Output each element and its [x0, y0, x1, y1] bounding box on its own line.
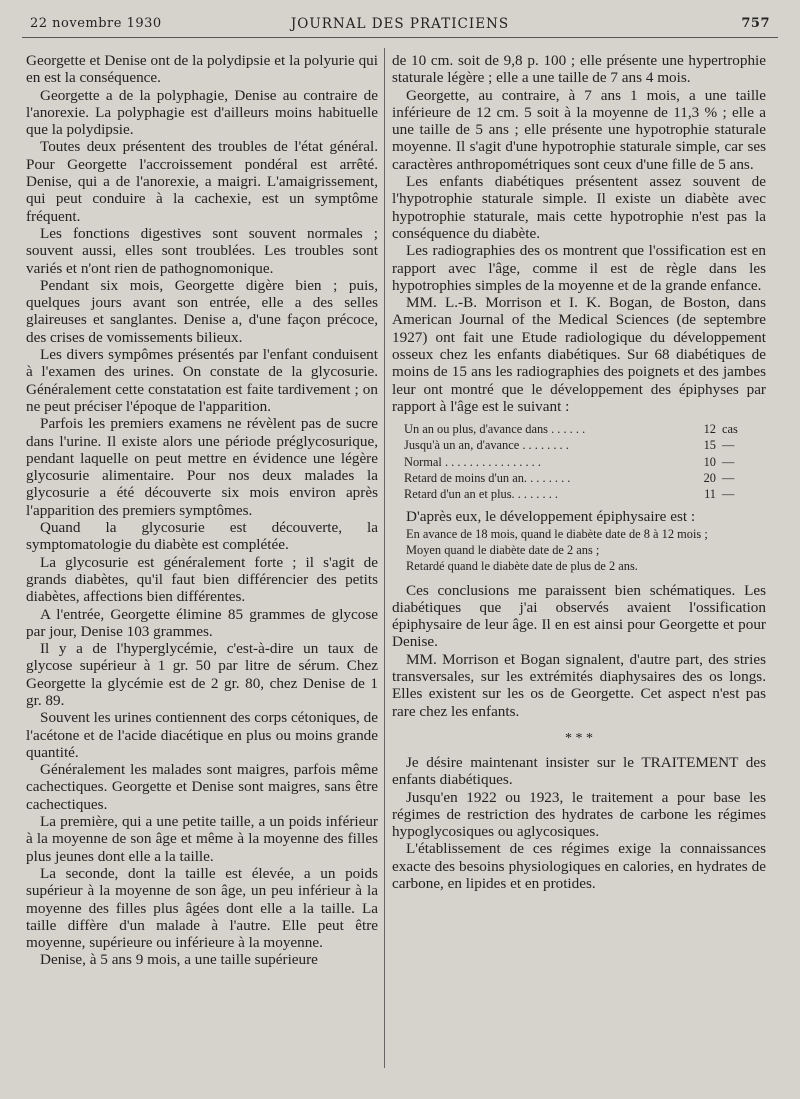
table-row [404, 437, 766, 453]
table-row [404, 486, 766, 502]
paragraph: D'après eux, le développement épiphysaire est : [406, 508, 696, 526]
paragraph: Je désire maintenant insister sur le TRAITEMENT des enfants diabétiques. [392, 753, 766, 789]
paragraph: de 10 cm. soit de 9,8 p. 100 ; elle présente une hypertrophie staturale légère ; elle a une taille de 7 ans 4 mois. [392, 52, 766, 87]
paragraph: Quand la glycosurie est découverte, la symptomatologie du diabète est complétée. [26, 519, 378, 554]
paragraph: Les divers sympômes présentés par l'enfant conduisent à l'examen des urines. On constate de la glycosurie. Généralement cette constatation est faite tardivement ; on ne peut préciser l'époque de l'apparition. [26, 346, 378, 415]
epiphysis-table [404, 421, 766, 502]
paragraph: Souvent les urines contiennent des corps cétoniques, de l'acétone et de l'acide diacétique en plus ou moins grande quantité. [26, 709, 378, 761]
paragraph: Les fonctions digestives sont souvent normales ; souvent aussi, elles sont troublées. Les troubles sont variés et n'ont rien de pathognomonique. [26, 224, 378, 277]
table-label: Retard de moins d'un an. . . . . . . . [404, 470, 571, 485]
paragraph: La première, qui a une petite taille, a un poids inférieur à la moyenne de son âge et même à la moyenne des filles plus jeunes dont elle a la taille. [26, 813, 378, 865]
paragraph: A l'entrée, Georgette élimine 85 grammes de glycose par jour, Denise 103 grammes. [26, 605, 378, 640]
page-header [0, 14, 800, 36]
table-label: Retard d'un an et plus. . . . . . . . [404, 487, 558, 502]
small-item: Moyen quand le diabète date de 2 ans ; [406, 542, 600, 557]
right-column [392, 52, 766, 892]
table-row [404, 470, 766, 486]
paragraph: Denise, à 5 ans 9 mois, a une taille supérieure [40, 951, 318, 969]
table-unit: — [722, 470, 735, 485]
paragraph: La seconde, dont la taille est élevée, a un poids supérieur à la moyenne de son âge, un peu inférieur à la moyenne des filles plus âgées dont elle a la taille. La taille diffère d'un malade à l'autre. Elle peut être moyenne, supérieure ou inférieure à la moyenne. [26, 864, 378, 952]
paragraph: Pendant six mois, Georgette digère bien ; puis, quelques jours avant son entrée, elle a des selles glaireuses et sanglantes. Denise a, d'une façon précoce, des crises de vomissements bilieux. [26, 276, 378, 346]
paragraph: Parfois les premiers examens ne révèlent pas de sucre dans l'urine. Il existe alors une période préglycosurique, pendant laquelle on peut mettre en évidence une légère glycosurie alimentaire. Pour nos deux malades la glycosurie a été découverte six mois environ après l'apparition des premiers symptômes. [26, 415, 378, 519]
paragraph: Georgette et Denise ont de la polydipsie et la polyurie qui en est la conséquence. [26, 52, 378, 87]
paragraph: Toutes deux présentent des troubles de l'état général. Pour Georgette l'accroissement pondéral est arrêté. Denise, qui a de l'anorexie, a maigri. L'amaigrissement, qui peut conduire à la cachexie, est un symptôme fréquent. [26, 138, 378, 225]
column-divider [384, 48, 385, 1068]
table-value: 10 [703, 454, 716, 469]
paragraph: L'établissement de ces régimes exige la connaissances exacte des besoins physiologiques en calories, en hydrates de carbone, en lipides et en protides. [392, 840, 766, 892]
journal-title: JOURNAL DES PRATICIENS [290, 16, 510, 32]
table-label: Jusqu'à un an, d'avance . . . . . . . . [404, 438, 569, 453]
table-unit: — [722, 487, 735, 502]
paragraph: MM. L.-B. Morrison et I. K. Bogan, de Boston, dans American Journal of the Medical Sciences (de septembre 1927) ont fait une Etude radiologique du développement osseux chez les enfants diabétiques. Sur 68 diabétiques de moins de 15 ans les radiographies des poignets et des jambes leur ont montré que le développement des épiphyses par rapport à l'âge est le suivant : [392, 294, 766, 415]
section-separator: * * * [565, 730, 593, 746]
paragraph: MM. Morrison et Bogan signalent, d'autre part, des stries transversales, sur les extrémités diaphysaires des os longs. Elles existent sur les os de Georgette. Cet aspect n'est pas rare chez les enfants. [392, 650, 766, 720]
issue-date: 22 novembre 1930 [30, 16, 162, 31]
header-rule [22, 37, 778, 38]
paragraph: Georgette, au contraire, à 7 ans 1 mois, a une taille inférieure de 12 cm. 5 soit à la moyenne de 11,3 % ; elle a une taille de 5 ans ; elle présente une hypotrophie staturale moyenne. Il s'agit d'une hypotrophie staturale simple, car ses caractères anthropométriques sont ceux d'une fille de 5 ans. [392, 86, 766, 173]
table-label: Normal . . . . . . . . . . . . . . . . [404, 454, 541, 469]
table-value: 15 [703, 438, 716, 453]
paragraph: Les enfants diabétiques présentent assez souvent de l'hypotrophie staturale simple. Il existe un diabète avec hypotrophie staturale, mais cette hypotrophie n'est pas la conséquence du diabète. [392, 173, 766, 242]
paragraph: La glycosurie est généralement forte ; il s'agit de grands diabètes, qu'il faut bien différencier des petits diabètes, affections bien différentes. [26, 553, 378, 606]
table-row [404, 454, 766, 470]
paragraph: Georgette a de la polyphagie, Denise au contraire de l'anorexie. La polyphagie est d'ailleurs moins habituelle que la polydipsie. [26, 86, 378, 139]
paragraph: Généralement les malades sont maigres, parfois même cachectiques. Georgette et Denise sont maigres, sans être cachectiques. [26, 761, 378, 813]
small-item: Retardé quand le diabète date de plus de 2 ans. [406, 558, 638, 573]
table-value: 20 [703, 470, 716, 485]
table-label: Un an ou plus, d'avance dans . . . . . . [404, 422, 586, 437]
table-value: 12 [703, 422, 716, 437]
small-item: En avance de 18 mois, quand le diabète date de 8 à 12 mois ; [406, 526, 708, 541]
paragraph: Les radiographies des os montrent que l'ossification est en rapport avec l'âge, comme il est de règle dans les hypotrophies simples de la moyenne et de la grande enfance. [392, 242, 766, 294]
table-unit: cas [722, 422, 738, 437]
table-row [404, 421, 766, 437]
page-number: 757 [741, 16, 770, 31]
paragraph: Ces conclusions me paraissent bien schématiques. Les diabétiques que j'ai observés avaient l'ossification épiphysaire de leur âge. Il en est ainsi pour Georgette et pour Denise. [392, 581, 766, 651]
table-value: 11 [704, 487, 716, 502]
left-column [26, 52, 378, 969]
table-unit: — [722, 454, 735, 469]
paragraph: Il y a de l'hyperglycémie, c'est-à-dire un taux de glycose supérieur à 1 gr. 50 par litre de sérum. Chez Georgette la glycémie est de 2 gr. 80, chez Denise de 1 gr. 89. [26, 640, 378, 709]
table-unit: — [722, 438, 735, 453]
paragraph: Jusqu'en 1922 ou 1923, le traitement a pour base les régimes de restriction des hydrates de carbone les régimes hypoglycosiques ou aglycosiques. [392, 788, 766, 841]
